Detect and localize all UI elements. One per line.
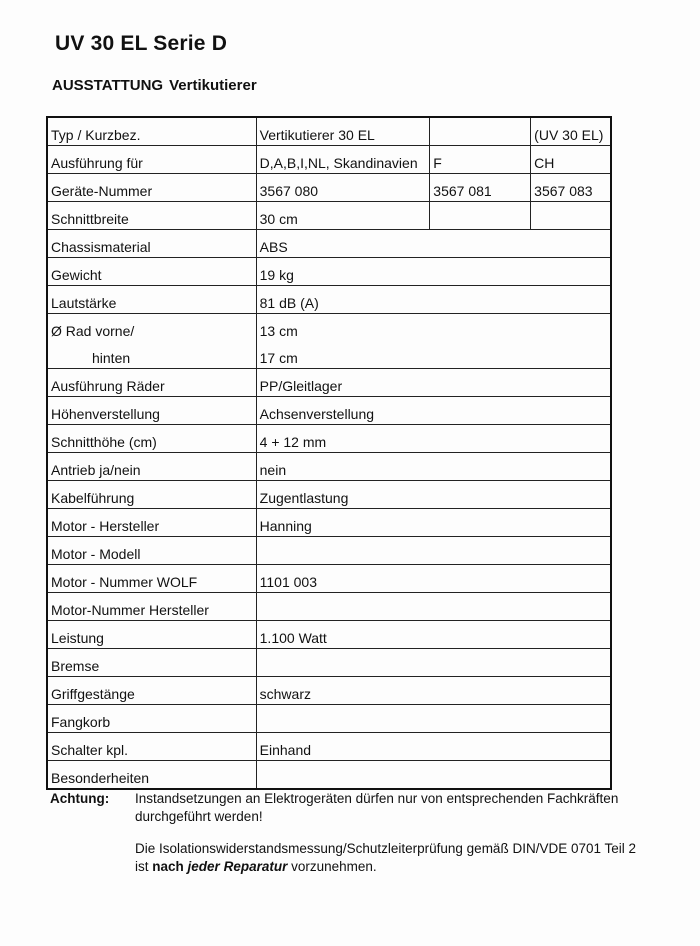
table-row [47, 509, 611, 537]
spec-table [46, 116, 612, 790]
row-value [256, 593, 611, 621]
table-row [47, 733, 611, 761]
para2-end: vorzunehmen. [291, 859, 377, 874]
table-row [47, 481, 611, 509]
row-value [430, 202, 531, 230]
row-value: 3567 081 [430, 174, 531, 202]
section-subtitle [52, 77, 257, 94]
table-row [47, 649, 611, 677]
row-label: Antrieb ja/nein [47, 453, 256, 481]
row-label: hinten [47, 341, 256, 369]
row-value: 1101 003 [256, 565, 611, 593]
row-value [256, 537, 611, 565]
table-row [47, 146, 611, 174]
row-label: Motor-Nummer Hersteller [47, 593, 256, 621]
para2-start: Die Isolationswiderstandsmessung/Schutzleiterprüfung gemäß DIN/VDE 0701 Teil 2 ist [135, 841, 637, 874]
table-row [47, 761, 611, 790]
row-value [430, 117, 531, 146]
row-value: ABS [256, 230, 611, 258]
table-row [47, 230, 611, 258]
row-value [256, 705, 611, 733]
row-label: Ø Rad vorne/ [47, 314, 256, 342]
table-row [47, 677, 611, 705]
table-row [47, 202, 611, 230]
row-label: Kabelführung [47, 481, 256, 509]
row-value: F [430, 146, 531, 174]
row-label: Schnittbreite [47, 202, 256, 230]
table-row [47, 537, 611, 565]
row-value: 81 dB (A) [256, 286, 611, 314]
table-row [47, 341, 611, 369]
row-label: Leistung [47, 621, 256, 649]
row-label: Ausführung Räder [47, 369, 256, 397]
table-row [47, 314, 611, 342]
row-value: 1.100 Watt [256, 621, 611, 649]
table-row [47, 593, 611, 621]
row-value: 30 cm [256, 202, 430, 230]
row-label: Schalter kpl. [47, 733, 256, 761]
row-label: Lautstärke [47, 286, 256, 314]
row-label: Typ / Kurzbez. [47, 117, 256, 146]
row-value: 19 kg [256, 258, 611, 286]
row-label: Bremse [47, 649, 256, 677]
row-label: Besonderheiten [47, 761, 256, 790]
row-label: Chassismaterial [47, 230, 256, 258]
para2-bold: nach [152, 859, 184, 874]
row-label: Motor - Nummer WOLF [47, 565, 256, 593]
table-row [47, 453, 611, 481]
table-row [47, 565, 611, 593]
warning-note [50, 790, 650, 890]
row-value: Einhand [256, 733, 611, 761]
row-label: Ausführung für [47, 146, 256, 174]
table-row [47, 369, 611, 397]
table-row [47, 425, 611, 453]
row-value: PP/Gleitlager [256, 369, 611, 397]
para2-bold-italic: jeder Reparatur [187, 859, 288, 874]
row-value [256, 761, 611, 790]
warning-text [135, 790, 650, 876]
row-label: Gewicht [47, 258, 256, 286]
row-value [531, 202, 611, 230]
row-value: 4 + 12 mm [256, 425, 611, 453]
row-value: schwarz [256, 677, 611, 705]
row-label: Höhenverstellung [47, 397, 256, 425]
row-label: Geräte-Nummer [47, 174, 256, 202]
row-label: Schnitthöhe (cm) [47, 425, 256, 453]
subtitle-rest: Vertikutierer [169, 77, 257, 94]
row-label: Fangkorb [47, 705, 256, 733]
row-label: Motor - Modell [47, 537, 256, 565]
row-value [256, 649, 611, 677]
row-value: 3567 080 [256, 174, 430, 202]
row-value: (UV 30 EL) [531, 117, 611, 146]
row-value: Achsenverstellung [256, 397, 611, 425]
table-row [47, 117, 611, 146]
row-value: 3567 083 [531, 174, 611, 202]
warning-paragraph-1: Instandsetzungen an Elektrogeräten dürfen nur von entsprechenden Fachkräften durchgeführt werden! [135, 791, 619, 824]
table-row [47, 258, 611, 286]
row-value: Hanning [256, 509, 611, 537]
row-value: Zugentlastung [256, 481, 611, 509]
table-row [47, 397, 611, 425]
warning-label: Achtung: [50, 791, 110, 806]
table-row [47, 286, 611, 314]
page-title: UV 30 EL Serie D [55, 32, 228, 55]
warning-paragraph-2 [135, 840, 650, 876]
row-label: Motor - Hersteller [47, 509, 256, 537]
row-value: nein [256, 453, 611, 481]
table-row [47, 705, 611, 733]
row-value: D,A,B,I,NL, Skandinavien [256, 146, 430, 174]
row-label: Griffgestänge [47, 677, 256, 705]
subtitle-bold: AUSSTATTUNG [52, 77, 164, 94]
table-row [47, 621, 611, 649]
table-row [47, 174, 611, 202]
row-value: 17 cm [256, 341, 611, 369]
row-value: Vertikutierer 30 EL [256, 117, 430, 146]
row-value: 13 cm [256, 314, 611, 342]
row-value: CH [531, 146, 611, 174]
